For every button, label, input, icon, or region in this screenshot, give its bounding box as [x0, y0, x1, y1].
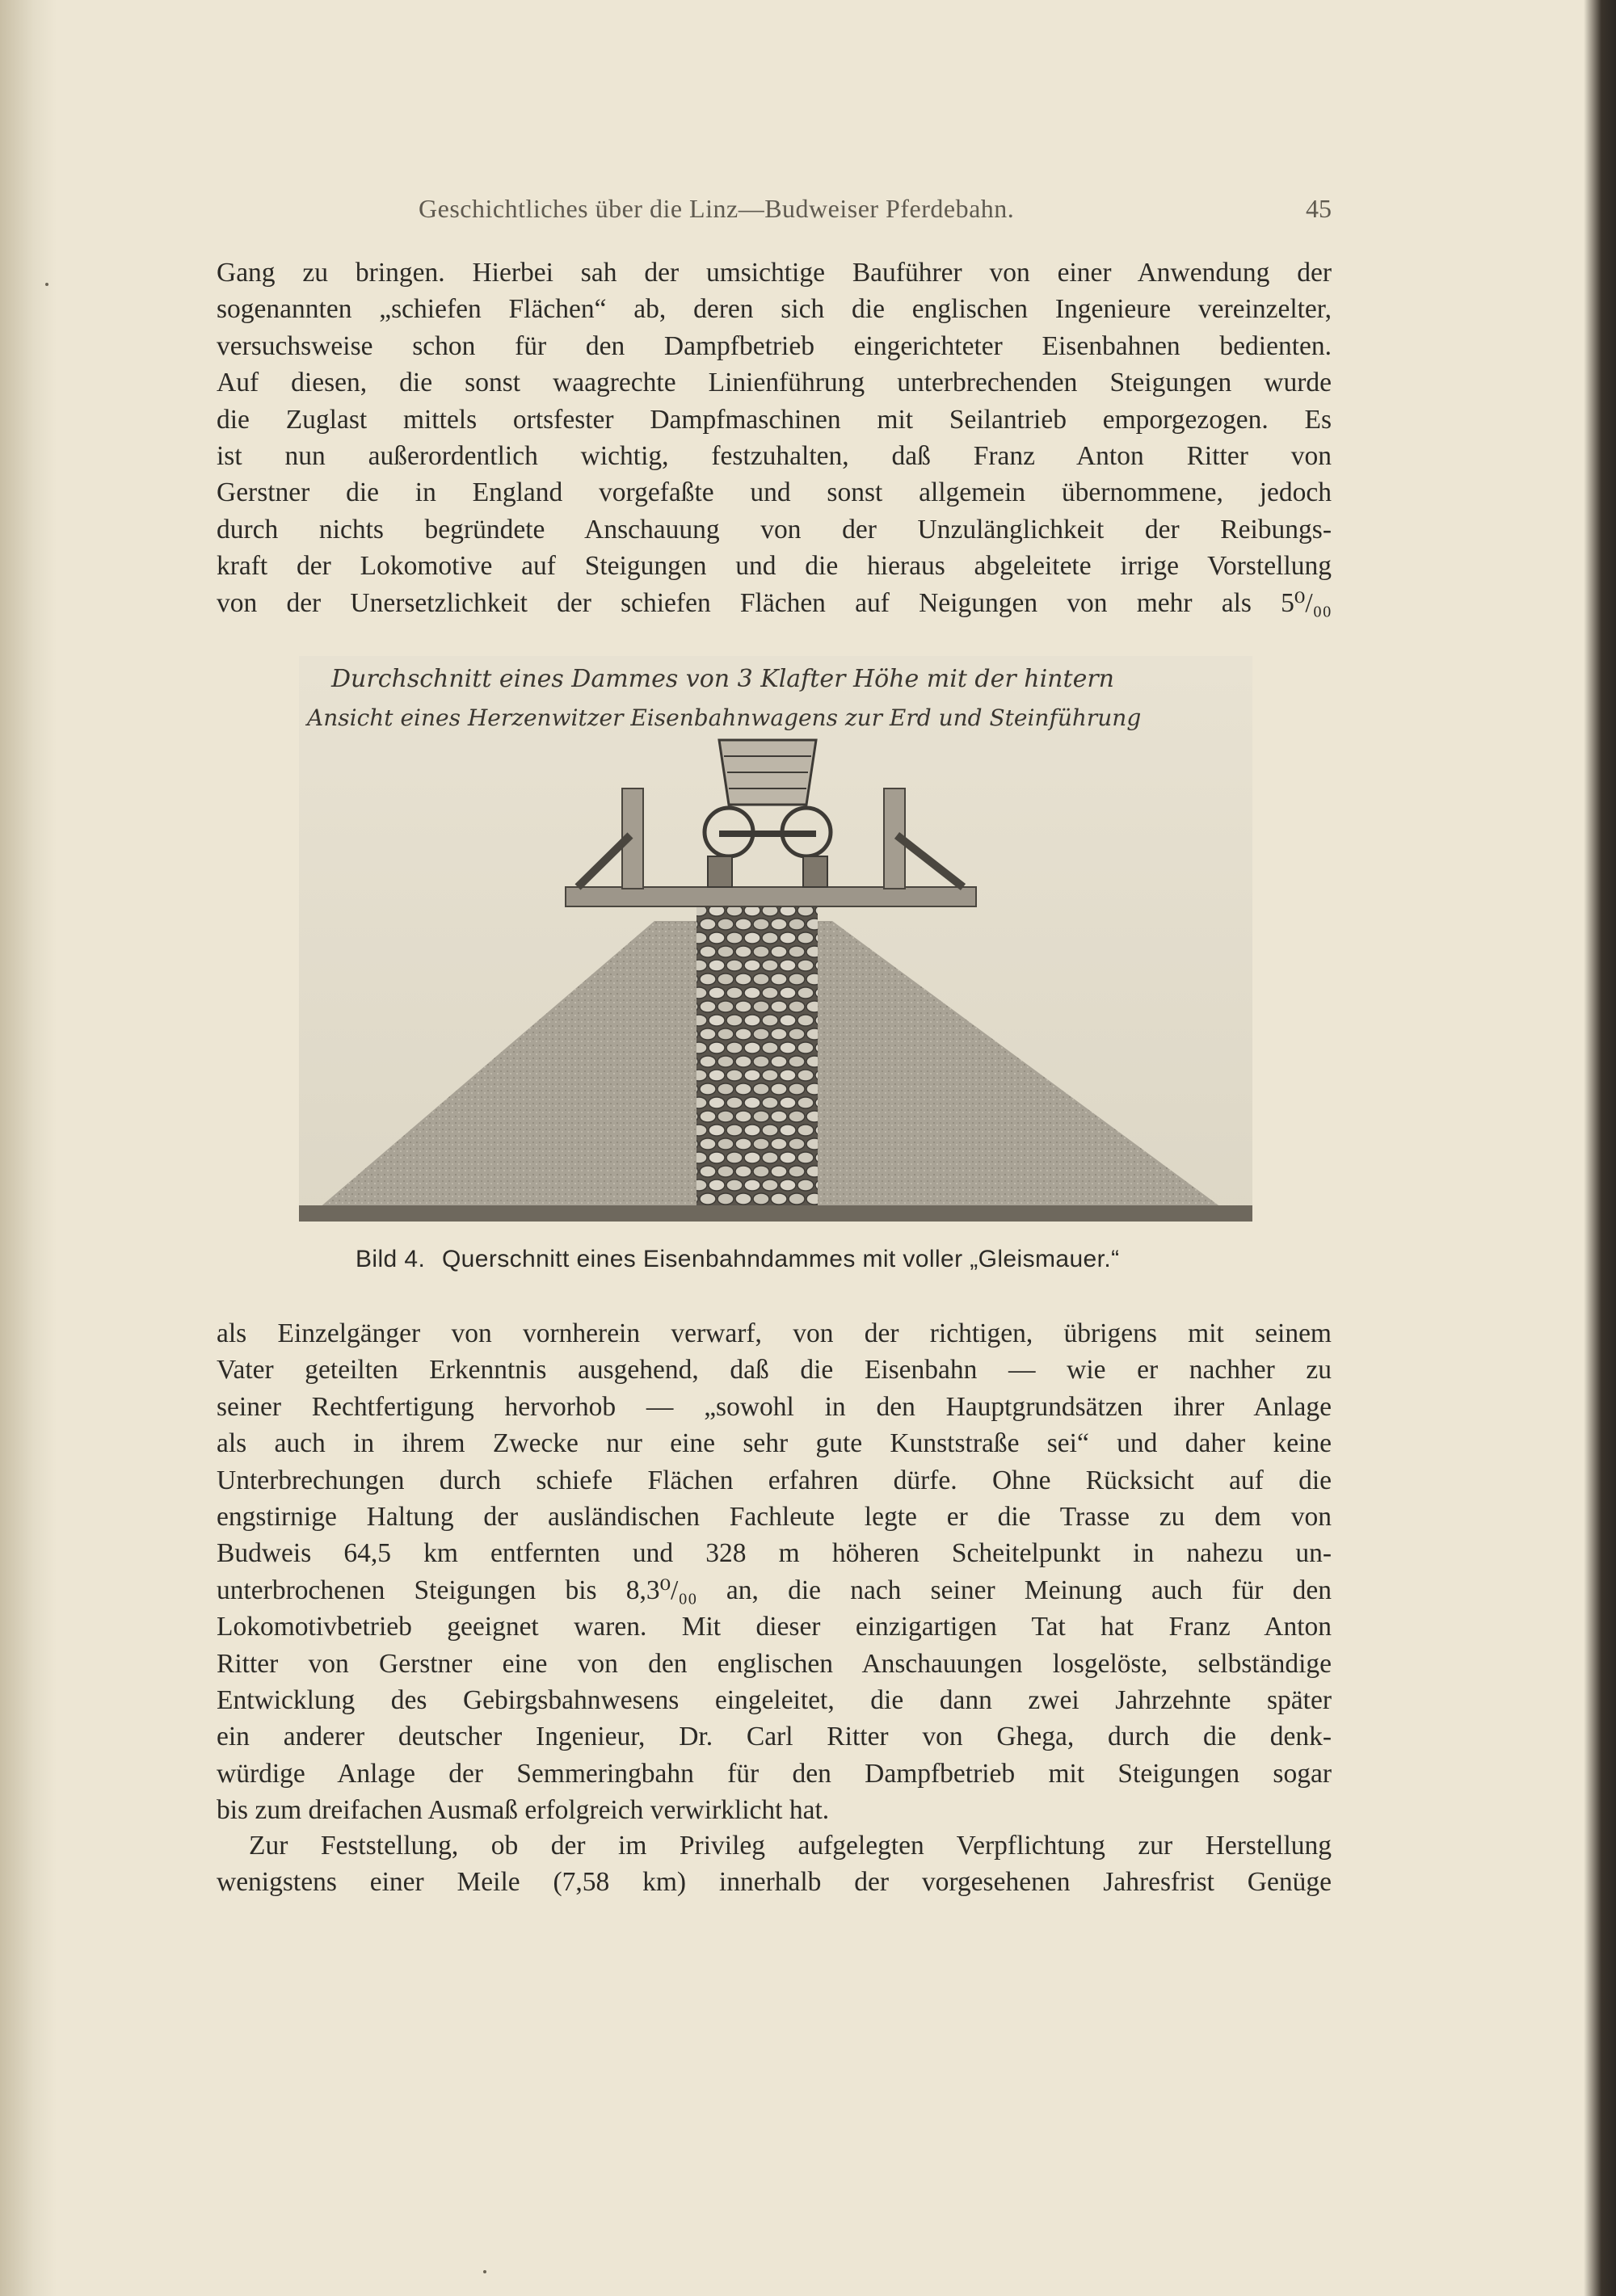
text-line: Gang zu bringen. Hierbei sah der umsichtige Bauführer von einer Anwendung der: [217, 258, 1332, 288]
cross-beam: [566, 887, 976, 906]
text-line: kraft der Lokomotive auf Steigungen und die hieraus abgeleitete irrige Vorstellung: [217, 551, 1332, 582]
text-line: ist nun außerordentlich wichtig, festzuhalten, daß Franz Anton Ritter von: [217, 440, 1332, 471]
embankment-illustration: [299, 656, 1252, 1222]
text-line: Zur Feststellung, ob der im Privileg aufgelegten Verpflichtung zur Herstellung: [249, 1831, 1332, 1861]
text-line: als Einzelgänger von vornherein verwarf, von der richtigen, übrigens mit seinem: [217, 1318, 1332, 1348]
paragraph-1: [217, 254, 1332, 621]
running-title: Geschichtliches über die Linz—Budweiser Pferdebahn.: [419, 194, 1015, 223]
ground-line: [299, 1205, 1252, 1222]
text-line: als auch in ihrem Zwecke nur eine sehr gute Kunststraße sei“ und daher keine: [217, 1428, 1332, 1459]
text-line: Lokomotivbetrieb geeignet waren. Mit dieser einzigartigen Tat hat Franz Anton: [217, 1612, 1332, 1642]
text-line: engstirnige Haltung der ausländischen Fachleute legte er die Trasse zu dem von: [217, 1501, 1332, 1532]
text-line: Ritter von Gerstner eine von den englischen Anschauungen losgelöste, selbständige: [217, 1648, 1332, 1679]
page-header: [217, 194, 1332, 231]
rail-left: [708, 856, 732, 887]
handwritten-title-line-1: Durchschnitt eines Dammes von 3 Klafter Höhe mit der hintern: [331, 665, 1114, 693]
handwritten-title-line-2: Ansicht eines Herzenwitzer Eisenbahnwagens zur Erd und Steinführung: [307, 704, 1142, 731]
text-line: unterbrochenen Steigungen bis 8,3⁰/₀₀ an, die nach seiner Meinung auch für den: [217, 1575, 1332, 1605]
wagon-axle: [719, 831, 816, 837]
paper-speck: [483, 2270, 486, 2273]
rail-right: [803, 856, 827, 887]
track-wall-stones: [696, 903, 818, 1217]
text-line: Entwicklung des Gebirgsbahnwesens eingeleitet, die dann zwei Jahrzehnte später: [217, 1684, 1332, 1715]
paragraph-3: [217, 1827, 1332, 1901]
paragraph-2: [217, 1315, 1332, 1828]
paper-speck: [45, 283, 48, 286]
caption-text: Querschnitt eines Eisenbahndammes mit voller „Gleismauer.“: [441, 1246, 1120, 1272]
page-edge-shadow: [1584, 0, 1616, 2296]
page-number: 45: [1306, 194, 1332, 223]
text-line: sogenannten „schiefen Flächen“ ab, deren sich die englischen Ingenieure vereinzelter,: [217, 294, 1332, 325]
text-line: bis zum dreifachen Ausmaß erfolgreich verwirklicht hat.: [217, 1795, 830, 1826]
text-line: Gerstner die in England vorgefaßte und sonst allgemein übernommene, jedoch: [217, 477, 1332, 508]
text-line: durch nichts begründete Anschauung von der Unzulänglichkeit der Reibungs-: [217, 514, 1332, 545]
text-line: wenigstens einer Meile (7,58 km) innerhalb der vorgesehenen Jahresfrist Genüge: [217, 1867, 1332, 1898]
text-line: Vater geteilten Erkenntnis ausgehend, daß die Eisenbahn — wie er nachher zu: [217, 1355, 1332, 1386]
figure-embankment-cross-section: [299, 656, 1252, 1222]
text-line: seiner Rechtfertigung hervorhob — „sowohl in den Hauptgrundsätzen ihrer Anlage: [217, 1391, 1332, 1422]
text-line: Auf diesen, die sonst waagrechte Linienführung unterbrechenden Steigungen wurde: [217, 368, 1332, 398]
text-line: ein anderer deutscher Ingenieur, Dr. Carl Ritter von Ghega, durch die denk-: [217, 1722, 1332, 1752]
figure-label: Bild 4.: [356, 1246, 426, 1272]
text-line: die Zuglast mittels ortsfester Dampfmaschinen mit Seilantrieb emporgezogen. Es: [217, 404, 1332, 435]
text-line: Unterbrechungen durch schiefe Flächen erfahren dürfe. Ohne Rücksicht auf die: [217, 1465, 1332, 1495]
text-line: würdige Anlage der Semmeringbahn für den Dampfbetrieb mit Steigungen sogar: [217, 1758, 1332, 1789]
text-line: versuchsweise schon für den Dampfbetrieb eingerichteter Eisenbahnen bedienten.: [217, 330, 1332, 361]
text-line: von der Unersetzlichkeit der schiefen Flächen auf Neigungen von mehr als 5⁰/₀₀: [217, 587, 1332, 618]
page-gutter: [0, 0, 57, 2296]
figure-caption: [356, 1246, 1285, 1273]
text-line: Budweis 64,5 km entfernten und 328 m höheren Scheitelpunkt in nahezu un-: [217, 1538, 1332, 1569]
